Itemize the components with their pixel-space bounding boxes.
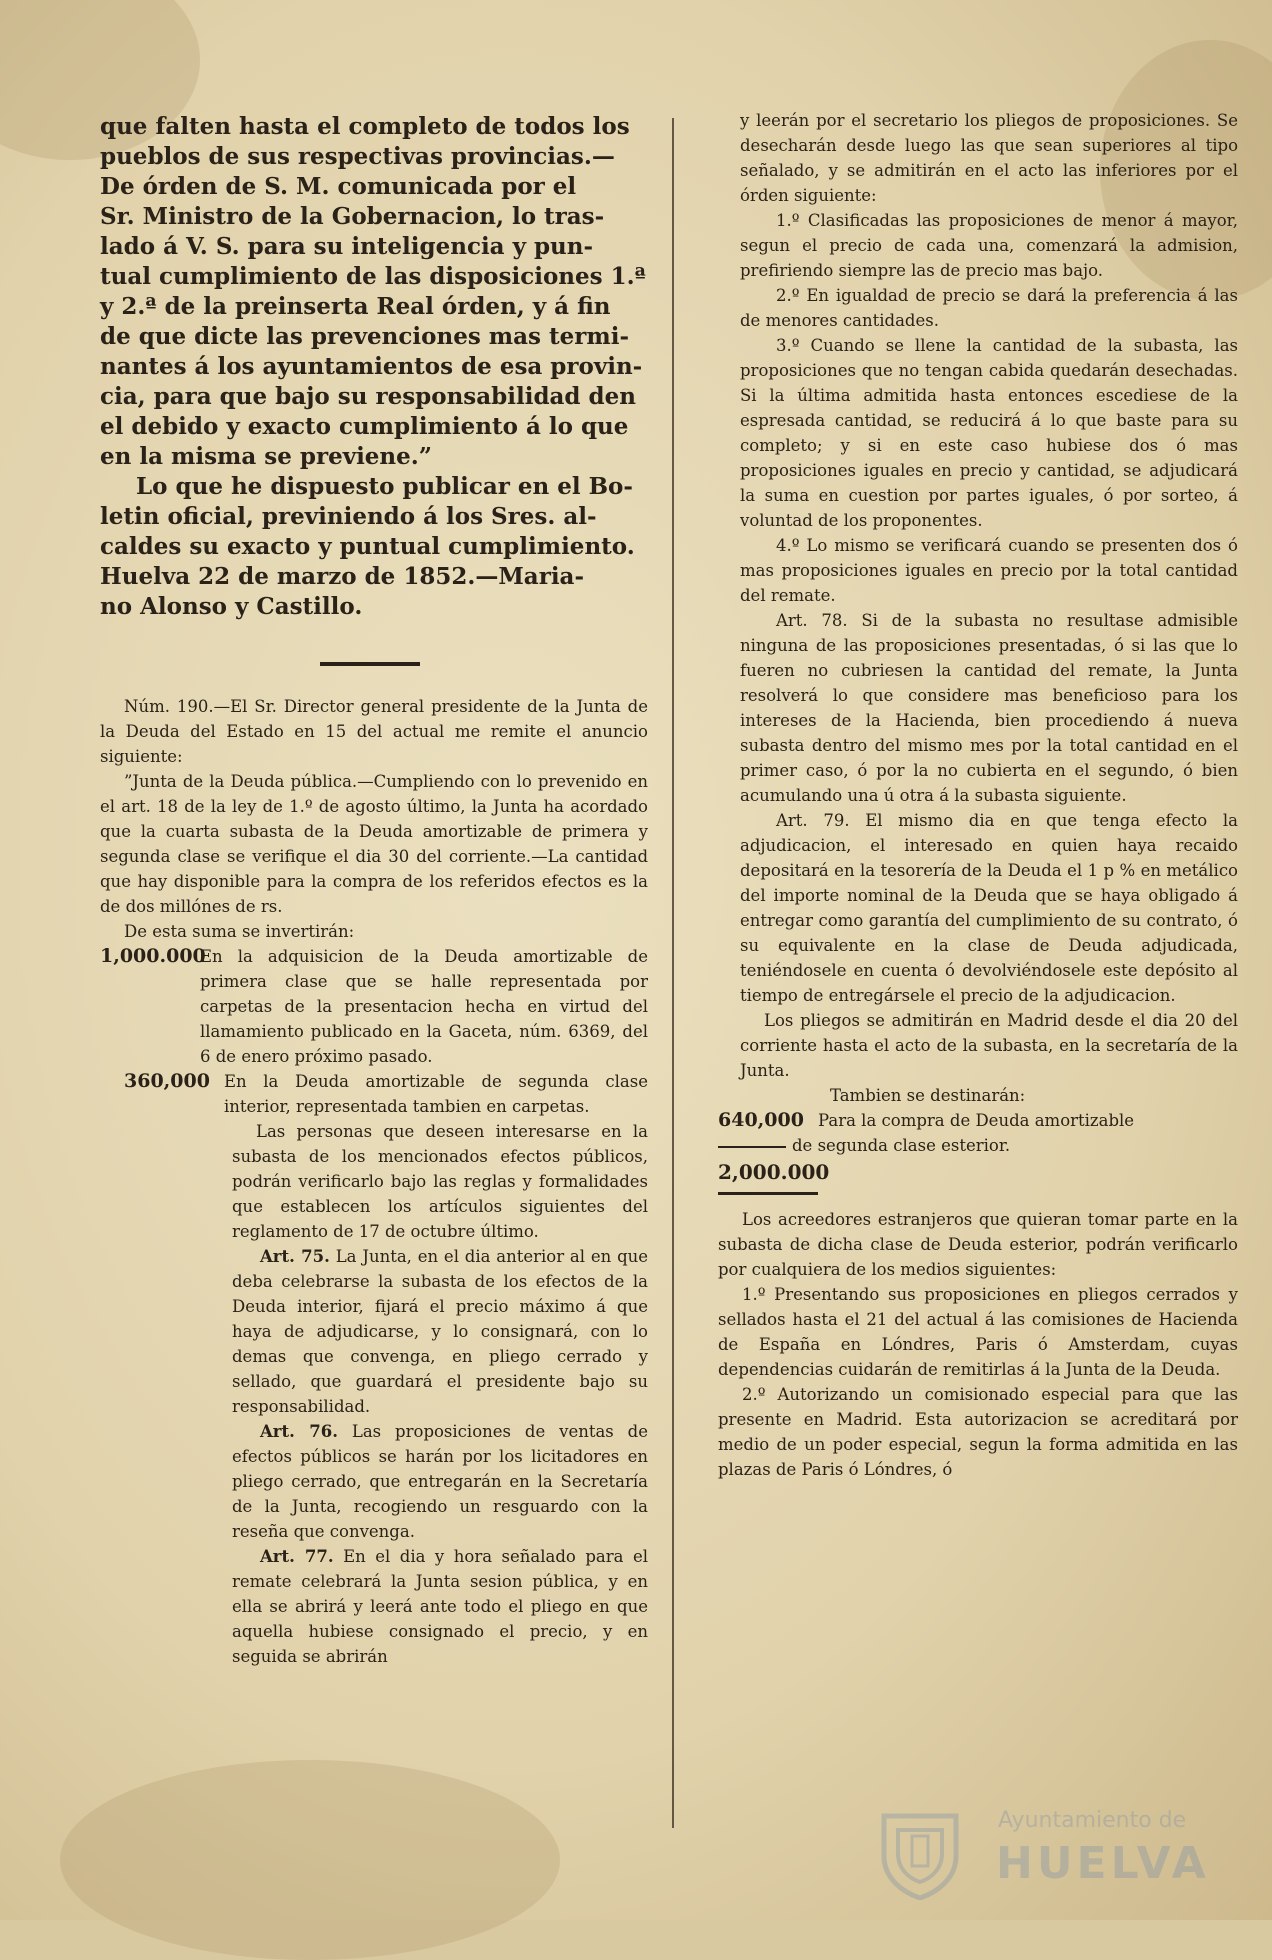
article-text: La Junta, en el dia anterior al en que deba celebrarse la subasta de los efectos de la Deuda interior, fijará el precio máximo á que haya de adjudicarse, y lo consignará, con lo demas que convenga, en pliego cerrado y sellado, que guardará el presidente bajo su responsabilidad. (232, 1247, 649, 1416)
watermark-subtitle: Ayuntamiento de (998, 1808, 1187, 1833)
text-line: caldes su exacto y puntual cumplimiento. (100, 533, 635, 560)
article-75 (232, 1244, 648, 1419)
paper-stain (60, 1760, 560, 1960)
amount-text: Para la compra de Deuda amortizable (818, 1111, 1135, 1130)
text-line: en la misma se previene.” (100, 443, 433, 470)
text-line: lado á V. S. para su inteligencia y pun- (100, 233, 594, 260)
article-76 (232, 1419, 648, 1544)
rule-item: 4.º Lo mismo se verificará cuando se presenten dos ó mas proposiciones iguales en precio por la total cantidad del remate. (740, 536, 1238, 605)
notice-intro: Núm. 190.—El Sr. Director general presidente de la Junta de la Deuda del Estado en 15 del actual me remite el anuncio siguiente: (100, 697, 648, 766)
rule-item: 1.º Clasificadas las proposiciones de menor á mayor, segun el precio de cada una, comenzará la admision, prefiriendo siempre las de precio mas bajo. (740, 211, 1238, 280)
signature-line: Huelva 22 de marzo de 1852.—Maria- (100, 563, 585, 590)
total-value: 2,000.000 (718, 1160, 830, 1184)
article-79: Art. 79. El mismo dia en que tenga efecto la adjudicacion, el interesado en quien haya recaido depositará en la tesorería de la Deuda el 1 p % en metálico del importe nominal de la Deuda que se haya obligado á entregar como garantía del cumplimiento de su contrato, ó su equivalente en la clase de Deuda adjudicada, teniéndosele en cuenta ó devolviéndosele este depósito al tiempo de entregársele el precio de la adjudicacion. (740, 811, 1238, 1005)
text-line: cia, para que bajo su responsabilidad den (100, 383, 636, 410)
foreign-creditors: Los acreedores estranjeros que quieran tomar parte en la subasta de dicha clase de Deuda esterior, podrán verificarlo por cualquiera de los medios siguientes: (718, 1210, 1238, 1279)
amount-row (100, 944, 648, 1069)
amount-row (718, 1108, 1238, 1133)
article-78: Art. 78. Si de la subasta no resultase admisible ninguna de las proposiciones presentadas, ó si las que lo fueren no cubriesen la cantidad del remate, la Junta resolverá lo que considere mas beneficioso para los intereses de la Hacienda, bien procediendo á nueva subasta dentro del mismo mes por la total cantidad en el primer caso, ó por la no cubierta en el segundo, ó bien acumulando una ú otra á la subasta siguiente. (740, 611, 1238, 805)
article-label: Art. 76. (260, 1422, 338, 1441)
text-line: tual cumplimiento de las disposiciones 1.ª (100, 263, 646, 290)
article-77 (232, 1544, 648, 1669)
text-line: Lo que he dispuesto publicar en el Bo- (136, 473, 633, 500)
text-line: De órden de S. M. comunicada por el (100, 173, 577, 200)
rule-item: 2.º En igualdad de precio se dará la preferencia á las de menores cantidades. (740, 286, 1238, 330)
amount-text: En la adquisicion de la Deuda amortizable de primera clase que se halle representada por carpetas de la presentacion hecha en virtud del llamamiento publicado en la Gaceta, núm. 6369, del 6 de enero próximo pasado. (200, 947, 648, 1066)
amount-value: 1,000.000 (100, 945, 206, 967)
rule-item: 3.º Cuando se llene la cantidad de la subasta, las proposiciones que no tengan cabida quedarán desechadas. Si la última admitida hasta entonces escediese de la espresada cantidad, se reducirá á lo que baste para su completo; y si en este caso hubiese dos ó mas proposiciones iguales en precio y cantidad, se adjudicará la suma en cuestion por partes iguales, ó por sorteo, á voluntad de los proponentes. (740, 336, 1238, 530)
article-text: En el dia y hora señalado para el remate celebrará la Junta sesion pública, y en ella se abrirá y leerá ante todo el pliego en que aquella hubiese consignado el precio, y en seguida se abrirán (232, 1547, 648, 1666)
deuda-notice (100, 694, 648, 1669)
left-column (100, 112, 648, 1669)
archive-watermark (868, 1808, 1218, 1900)
text-line: letin oficial, previniendo á los Sres. al- (100, 503, 597, 530)
city-shield-icon (868, 1808, 972, 1900)
column-divider (672, 118, 674, 1828)
text-line: y 2.ª de la preinserta Real órden, y á fin (100, 293, 611, 320)
text-line: que falten hasta el completo de todos los (100, 113, 630, 140)
foreign-option: 2.º Autorizando un comisionado especial para que las presente en Madrid. Esta autorizacion se acreditará por medio de un poder especial, segun la forma admitida en las plazas de Paris ó Lóndres, ó (718, 1385, 1238, 1479)
section-separator (320, 662, 420, 666)
notice-quote: ”Junta de la Deuda pública.—Cumpliendo con lo prevenido en el art. 18 de la ley de 1.º de agosto último, la Junta ha acordado que la cuarta subasta de la Deuda amortizable de primera y segunda clase se verifique el dia 30 del corriente.—La cantidad que hay disponible para la compra de los referidos efectos es la de dos millónes de rs. (100, 772, 648, 916)
right-column (718, 108, 1238, 1482)
text-line: nantes á los ayuntamientos de esa provin- (100, 353, 643, 380)
amount-text: de segunda clase esterior. (792, 1136, 1011, 1155)
amount-value: 360,000 (124, 1070, 210, 1092)
amount-text: En la Deuda amortizable de segunda clase interior, representada tambien en carpetas. (224, 1072, 648, 1116)
notice-invest: De esta suma se invertirán: (124, 922, 355, 941)
article-label: Art. 75. (260, 1247, 330, 1266)
pliegos-paragraph: Los pliegos se admitirán en Madrid desde el dia 20 del corriente hasta el acto de la subasta, en la secretaría de la Junta. (740, 1011, 1238, 1080)
foreign-option: 1.º Presentando sus proposiciones en pliegos cerrados y sellados hasta el 21 del actual á las comisiones de Hacienda de España en Lóndres, Paris ó Amsterdam, cuyas dependencias cuidarán de remitirlas á la Junta de la Deuda. (718, 1285, 1238, 1379)
circular-closing (100, 112, 648, 622)
total-rule (718, 1192, 818, 1195)
tambien-line: Tambien se destinarán: (830, 1086, 1026, 1105)
text-line: el debido y exacto cumplimiento á lo que (100, 413, 629, 440)
amount-value: 640,000 (718, 1109, 804, 1131)
text-line: pueblos de sus respectivas provincias.— (100, 143, 615, 170)
amount-row (124, 1069, 648, 1119)
watermark-title: HUELVA (996, 1838, 1210, 1889)
text-line: Sr. Ministro de la Gobernacion, lo tras- (100, 203, 605, 230)
amount-continuation (718, 1133, 1238, 1158)
persons-paragraph: Las personas que deseen interesarse en la subasta de los mencionados efectos públicos, podrán verificarlo bajo las reglas y formalidades que establecen los artículos siguientes del reglamento de 17 de octubre último. (232, 1122, 648, 1241)
signature-line: no Alonso y Castillo. (100, 593, 363, 620)
dash-rule (718, 1146, 786, 1148)
article-text: Las proposiciones de ventas de efectos públicos se harán por los licitadores en pliego cerrado, que entregarán en la Secretaría de la Junta, recogiendo un resguardo con la reseña que convenga. (232, 1422, 649, 1541)
text-line: de que dicte las prevenciones mas termi- (100, 323, 629, 350)
article-label: Art. 77. (260, 1547, 334, 1566)
continued-paragraph: y leerán por el secretario los pliegos de proposiciones. Se desecharán desde luego las que sean superiores al tipo señalado, y se admitirán en el acto las inferiores por el órden siguiente: (740, 111, 1238, 205)
